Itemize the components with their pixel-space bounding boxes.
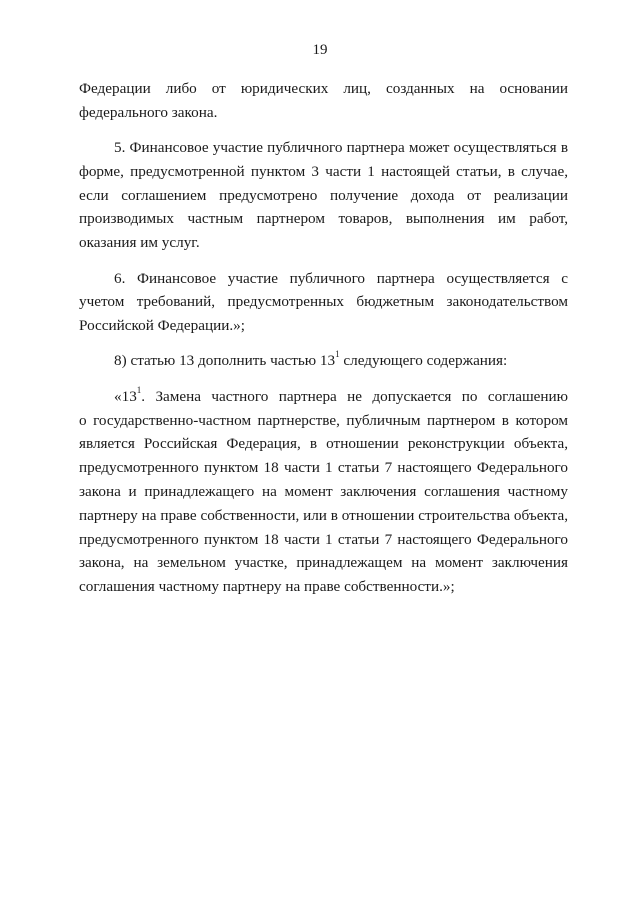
page-number: 19 [312, 42, 328, 58]
paragraph-continuation [79, 77, 568, 125]
paragraph-amendment-8 [79, 349, 568, 373]
text-line: закона, на земельном участке, принадлежащем на момент заключения [79, 554, 568, 572]
document-body [79, 77, 568, 599]
text-line: учетом требований, предусмотренных бюджетным законодательством [79, 293, 568, 311]
text-line: предусмотренного пунктом 18 части 1 статьи 7 настоящего Федерального [79, 530, 568, 548]
superscript: 1 [136, 384, 142, 395]
text-line: является Российская Федерация, в отношении реконструкции объекта, [79, 435, 568, 453]
text-line: Российской Федерации.»; [79, 317, 245, 335]
text-line: форме, предусмотренной пунктом 3 части 1 настоящей статьи, в случае, [79, 162, 568, 180]
text-line: о государственно-частном партнерстве, публичным партнером в котором [79, 411, 568, 429]
text-fragment: . Замена частного партнера не допускается по соглашению [141, 387, 568, 405]
text-line: партнеру на праве собственности, или в отношении строительства объекта, [79, 506, 568, 524]
paragraph-item-6 [79, 267, 568, 338]
text-line: закона и принадлежащего на момент заключения соглашения частному [79, 482, 568, 500]
paragraph-part-13-1 [79, 385, 568, 599]
text-line: предусмотренного пунктом 18 части 1 статьи 7 настоящего Федерального [79, 459, 568, 477]
text-line: Федерации либо от юридических лиц, созданных на основании [79, 80, 568, 97]
text-fragment: «13 [114, 387, 137, 405]
text-line: 5. Финансовое участие публичного партнера может осуществляться в [114, 139, 568, 157]
text-line [79, 385, 568, 409]
text-line: 6. Финансовое участие публичного партнера осуществляется с [114, 269, 568, 287]
text-line: если соглашением предусмотрено получение дохода от реализации [79, 186, 568, 204]
paragraph-item-5 [79, 136, 568, 255]
text-fragment: следующего содержания: [339, 352, 508, 370]
text-line: федерального закона. [79, 103, 218, 121]
text-fragment: 8) статью 13 дополнить частью 13 [114, 352, 336, 370]
text-line: производимых частным партнером товаров, выполнения им работ, [79, 210, 568, 228]
text-line: соглашения частному партнеру на праве собственности.»; [79, 578, 455, 596]
text-line: оказания им услуг. [79, 234, 200, 252]
text-line [79, 349, 568, 373]
superscript: 1 [335, 349, 340, 360]
